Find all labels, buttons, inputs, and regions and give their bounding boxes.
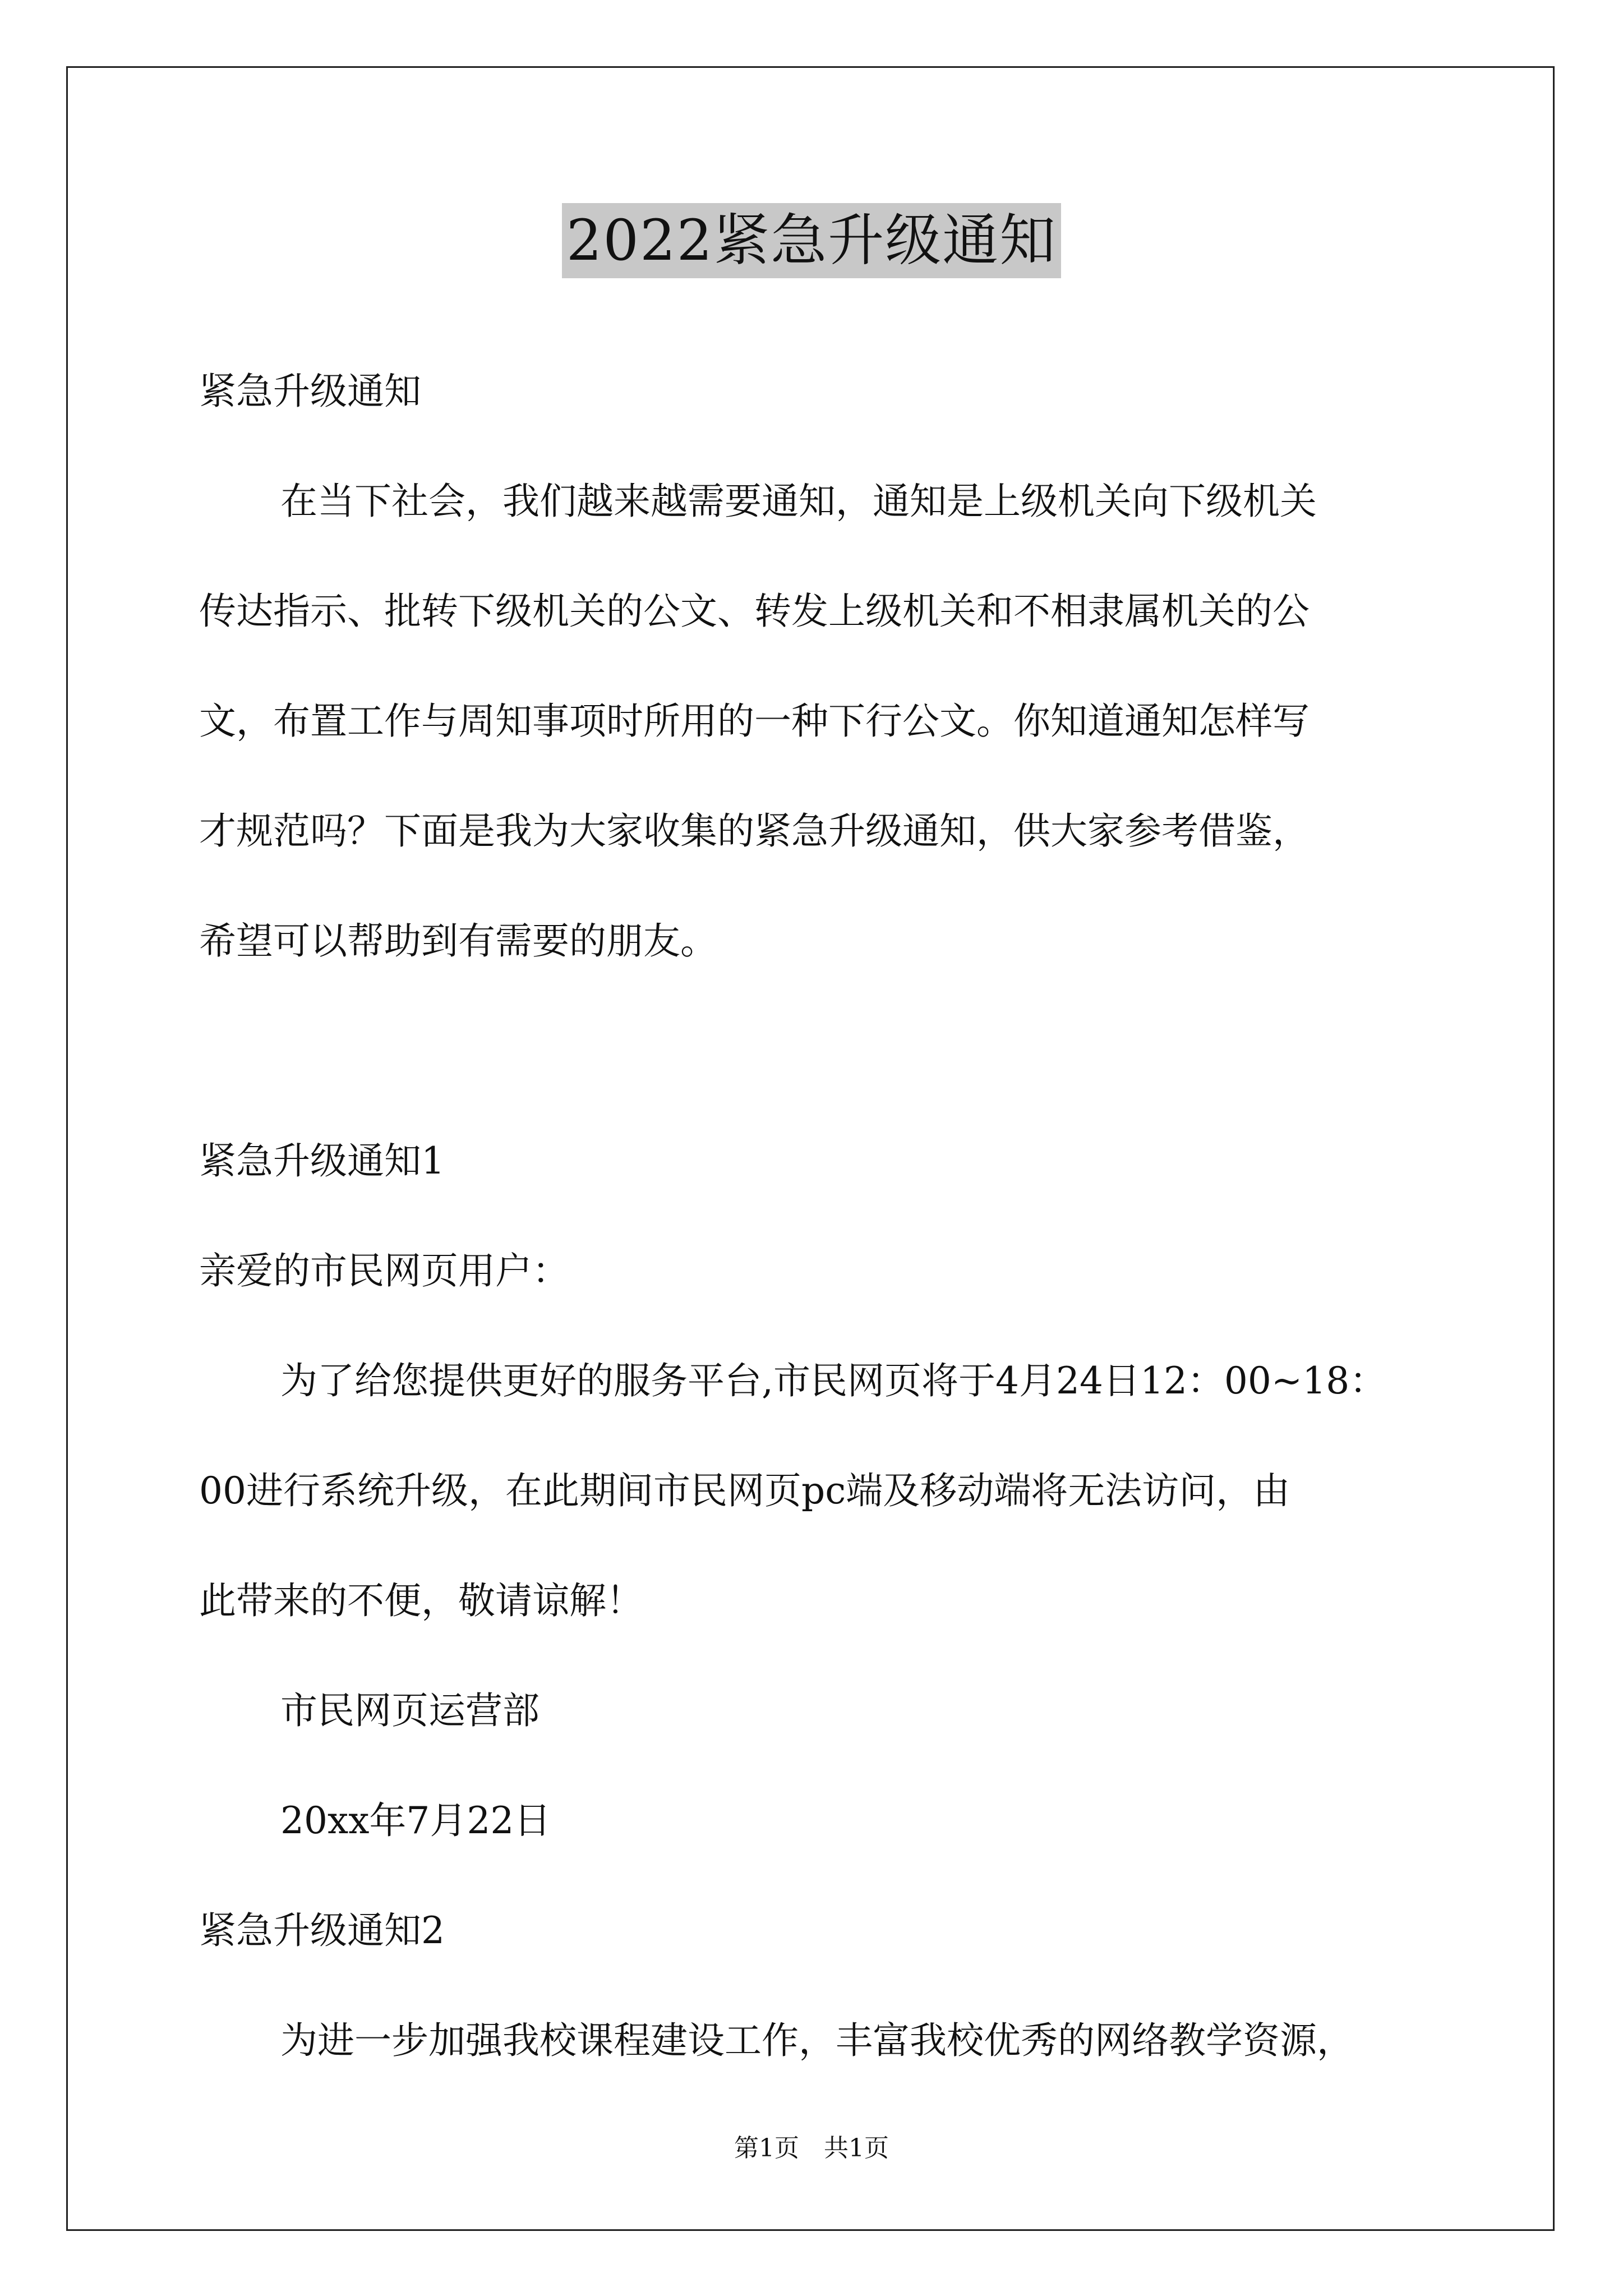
paragraph-line: 在当下社会，我们越来越需要通知，通知是上级机关向下级机关 [280,480,1317,523]
page-footer: 第1页 共1页 [734,2134,889,2162]
paragraph-line: 00进行系统升级，在此期间市民网页pc端及移动端将无法访问，由 [199,1469,1290,1512]
paragraph-line: 此带来的不便，敬请谅解！ [199,1579,643,1622]
paragraph-line: 为了给您提供更好的服务平台,市民网页将于4月24日12：00~18： [280,1359,1387,1402]
paragraph-line: 文，布置工作与周知事项时所用的一种下行公文。你知道通知怎样写 [199,700,1310,743]
paragraph-line: 传达指示、批转下级机关的公文、转发上级机关和不相隶属机关的公 [199,590,1310,633]
section-heading: 紧急升级通知2 [199,1909,445,1952]
section-heading: 紧急升级通知1 [199,1139,445,1182]
document-body [199,337,1438,2096]
salutation: 亲爱的市民网页用户： [199,1249,569,1292]
paragraph-line: 希望可以帮助到有需要的朋友。 [199,919,717,963]
date-line: 20xx年7月22日 [280,1799,551,1842]
signature-line: 市民网页运营部 [280,1689,540,1732]
paragraph-line: 为进一步加强我校课程建设工作，丰富我校优秀的网络教学资源， [280,2019,1354,2062]
blank-line [199,996,1438,1106]
section-heading: 紧急升级通知 [199,370,421,413]
title-container [0,203,1623,278]
document-title: 2022紧急升级通知 [562,203,1062,278]
paragraph-line: 才规范吗？下面是我为大家收集的紧急升级通知，供大家参考借鉴， [199,809,1310,853]
